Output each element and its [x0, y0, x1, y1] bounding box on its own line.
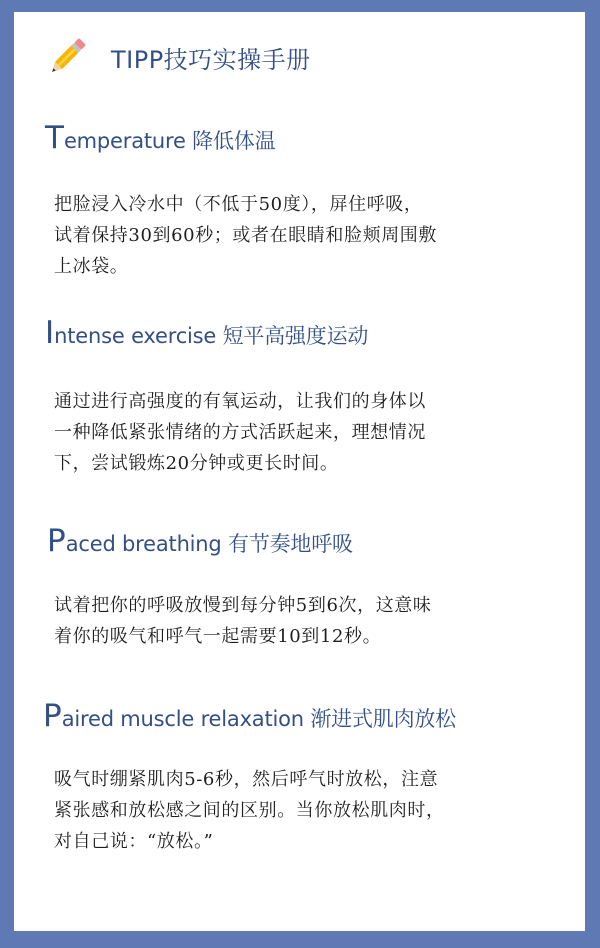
- section-body: 通过进行高强度的有氧运动，让我们的身体以 一种降低紧张情绪的方式活跃起来，理想情况 下，尝试锻炼20分钟或更长时间。: [54, 391, 426, 474]
- page-header: [43, 32, 311, 82]
- heading-text: aced breathing 有节奏地呼吸: [65, 532, 353, 556]
- content-card: [14, 12, 585, 931]
- page-title: TIPP技巧实操手册: [111, 45, 311, 74]
- section-heading: [43, 698, 456, 734]
- heading-text: ntense exercise 短平高强度运动: [54, 324, 369, 348]
- heading-initial: I: [45, 315, 55, 351]
- section-heading: [45, 120, 276, 156]
- heading-initial: P: [43, 698, 62, 734]
- heading-text: aired muscle relaxation 渐进式肌肉放松: [61, 707, 456, 731]
- section-heading: [47, 523, 353, 559]
- heading-initial: T: [45, 120, 64, 156]
- section-body: 把脸浸入冷水中（不低于50度），屏住呼吸， 试着保持30到60秒；或者在眼睛和脸颊周围敷 上冰袋。: [54, 194, 438, 277]
- section-heading: [45, 315, 369, 351]
- heading-initial: P: [47, 523, 66, 559]
- pencil-icon: [43, 33, 91, 81]
- heading-text: emperature 降低体温: [63, 129, 276, 153]
- section-body: 吸气时绷紧肌肉5-6秒，然后呼气时放松，注意 紧张感和放松感之间的区别。当你放松肌肉时， 对自己说：“放松。”: [54, 769, 445, 852]
- section-body: 试着把你的呼吸放慢到每分钟5到6次，这意味 着你的吸气和呼气一起需要10到12秒。: [54, 595, 432, 647]
